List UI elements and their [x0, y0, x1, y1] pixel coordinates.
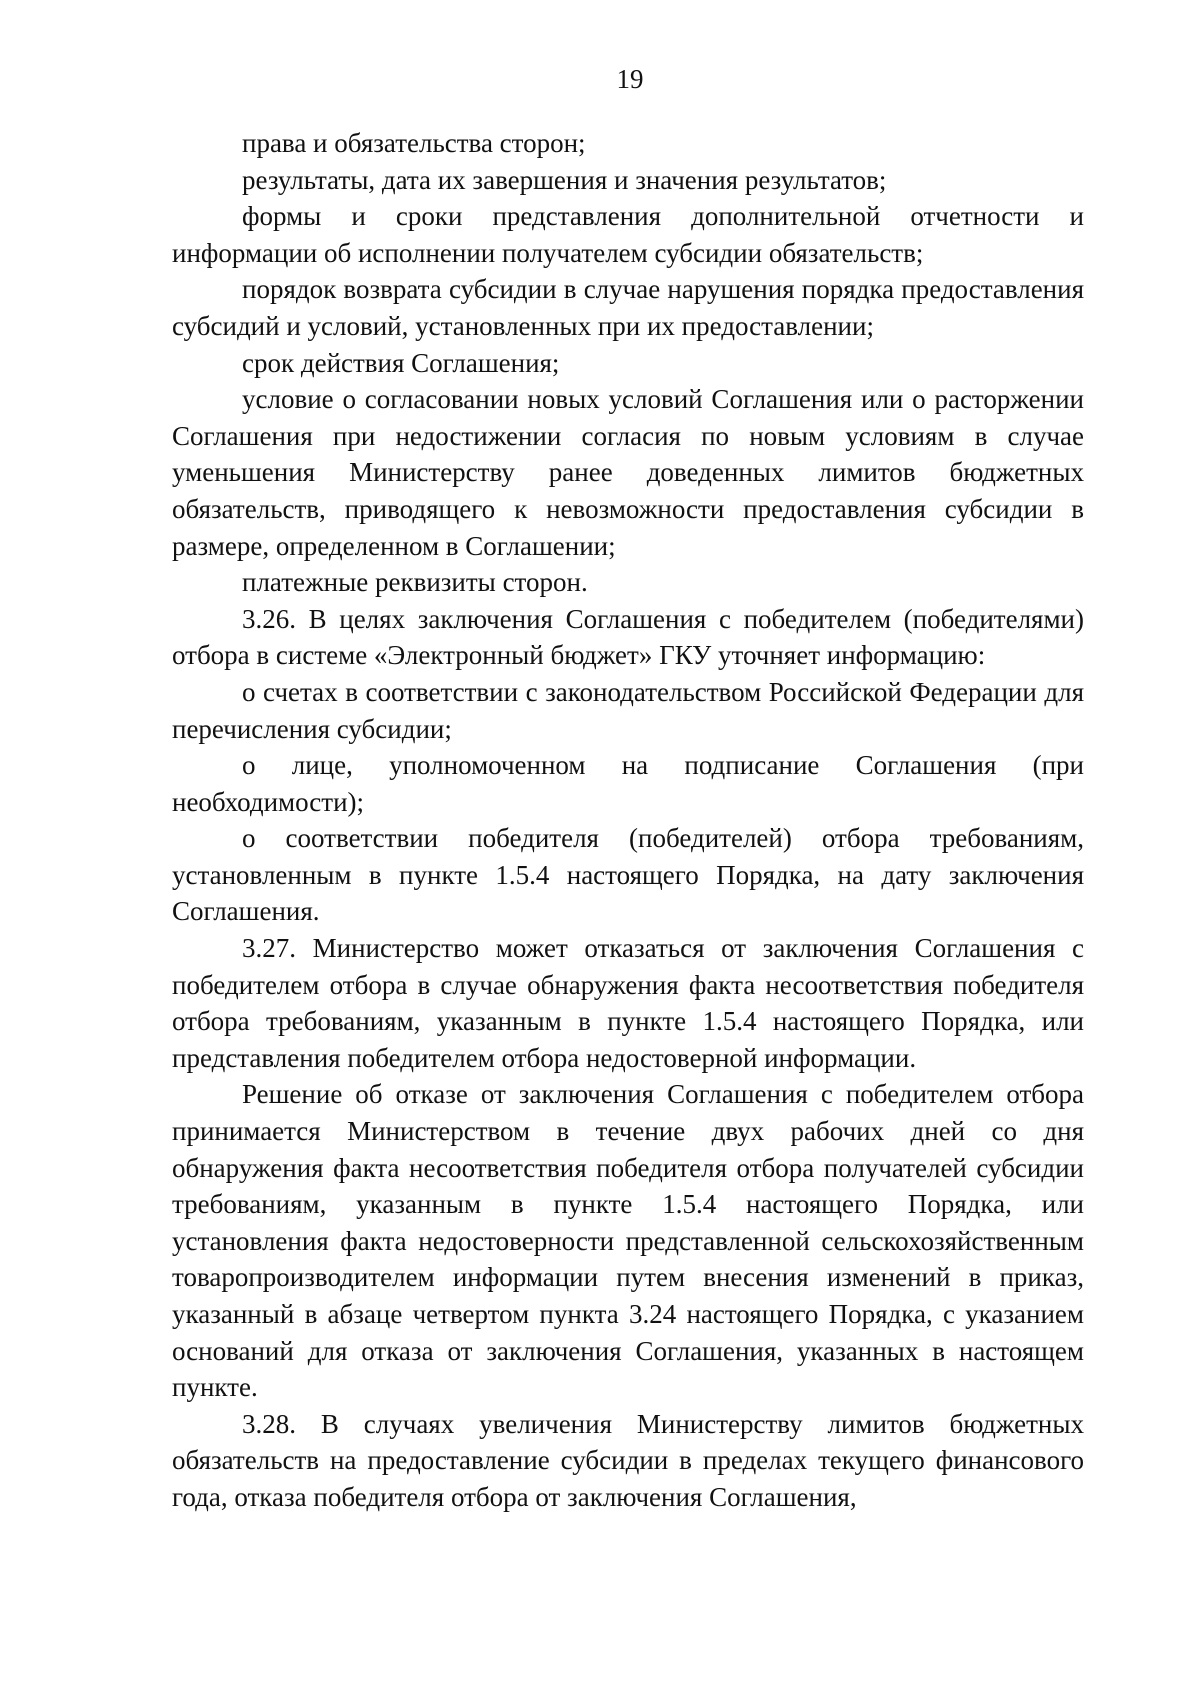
paragraph-3-27: 3.27. Министерство может отказаться от заключения Соглашения с победителем отбора в случае обнаружения факта несоответствия победителя отбора требованиям, указанным в пункте 1.5.4 настоящего Порядка, или представления победителем отбора недостоверной информации.	[172, 933, 1084, 1073]
paragraph-authorized-person: о лице, уполномоченном на подписание Соглашения (при необходимости);	[172, 750, 1084, 817]
paragraph-payment-details: платежные реквизиты сторон.	[242, 567, 588, 598]
paragraph-winner-compliance: о соответствии победителя (победителей) отбора требованиям, установленным в пункте 1.5.4 настоящего Порядка, на дату заключения Соглашения.	[172, 823, 1084, 927]
paragraph-accounts: о счетах в соответствии с законодательством Российской Федерации для перечисления субсидии;	[172, 676, 1084, 744]
paragraph-rights-obligations: права и обязательства сторон;	[242, 128, 586, 158]
page-number: 19	[616, 64, 644, 94]
paragraph-results: результаты, дата их завершения и значения результатов;	[242, 164, 887, 195]
document-body	[172, 125, 1084, 1516]
paragraph-3-28: 3.28. В случаях увеличения Министерству лимитов бюджетных обязательств на предоставление субсидии в пределах текущего финансового года, отказа победителя отбора от заключения Соглашения,	[172, 1408, 1084, 1512]
paragraph-3-26: 3.26. В целях заключения Соглашения с победителем (победителями) отбора в системе «Электронный бюджет» ГКУ уточняет информацию:	[172, 603, 1084, 671]
paragraph-new-conditions: условие о согласовании новых условий Соглашения или о расторжении Соглашения при недостижении согласия по новым условиям в случае уменьшения Министерству ранее доведенных лимитов бюджетных обязательств, приводящего к невозможности предоставления субсидии в размере, определенном в Соглашении;	[172, 384, 1084, 561]
paragraph-return-procedure: порядок возврата субсидии в случае нарушения порядка предоставления субсидий и условий, установленных при их предоставлении;	[172, 274, 1084, 341]
paragraph-refusal-decision: Решение об отказе от заключения Соглашения с победителем отбора принимается Министерством в течение двух рабочих дней со дня обнаружения факта несоответствия победителя отбора получателей субсидии требованиям, указанным в пункте 1.5.4 настоящего Порядка, или установления факта недостоверности представленной сельскохозяйственным товаропроизводителем информации путем внесения изменений в приказ, указанный в абзаце четвертом пункта 3.24 настоящего Порядка, с указанием оснований для отказа от заключения Соглашения, указанных в настоящем пункте.	[172, 1079, 1084, 1403]
paragraph-agreement-term: срок действия Соглашения;	[242, 347, 560, 378]
paragraph-reporting-forms: формы и сроки представления дополнительной отчетности и информации об исполнении получателем субсидии обязательств;	[172, 201, 1084, 268]
